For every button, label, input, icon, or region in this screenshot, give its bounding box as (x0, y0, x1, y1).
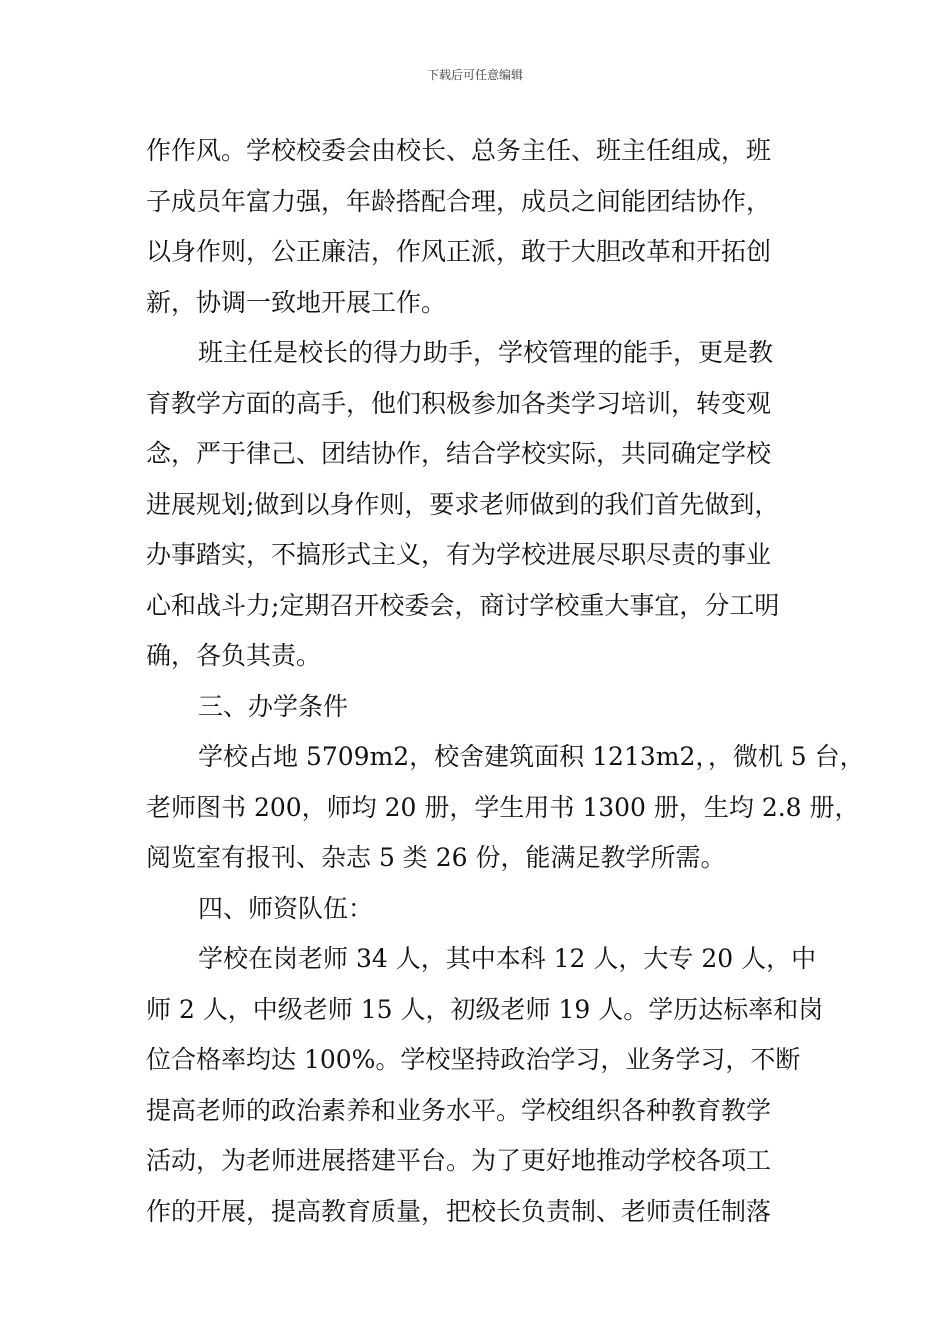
text-line: 老师图书 200，师均 20 册，学生用书 1300 册，生均 2.8 册， (146, 792, 860, 822)
text-line: 阅览室有报刊、杂志 5 类 26 份，能满足教学所需。 (146, 843, 726, 872)
text-line: 新，协调一致地开展工作。 (146, 287, 447, 317)
text-line: 位合格率均达 100%。学校坚持政治学习，业务学习，不断 (146, 1045, 801, 1074)
section-heading: 三、办学条件 (198, 691, 349, 721)
text-line: 子成员年富力强，年龄搭配合理，成员之间能团结协作， (146, 186, 772, 216)
page-header: 下载后可任意编辑 (426, 68, 523, 82)
text-line: 以身作则，公正廉洁，作风正派，敢于大胆改革和开拓创 (146, 237, 772, 266)
paragraph-first-line: 班主任是校长的得力助手，学校管理的能手，更是教 (198, 338, 774, 367)
text-line: 办事踏实，不搞形式主义，有为学校进展尽职尽责的事业 (146, 540, 772, 569)
text-line: 心和战斗力;定期召开校委会，商讨学校重大事宜，分工明 (146, 590, 780, 620)
text-line: 进展规划;做到以身作则，要求老师做到的我们首先做到， (146, 489, 780, 519)
section-heading: 四、师资队伍： (198, 893, 374, 923)
document-body (146, 126, 865, 1237)
text-line: 师 2 人，中级老师 15 人，初级老师 19 人。学历达标率和岗 (146, 994, 824, 1024)
text-line: 作作风。学校校委会由校长、总务主任、班主任组成，班 (146, 136, 772, 165)
text-line: 念，严于律己、团结协作，结合学校实际，共同确定学校 (146, 439, 772, 468)
text-line: 作的开展，提高教育质量，把校长负责制、老师责任制落 (146, 1196, 772, 1226)
text-line: 育教学方面的高手，他们积极参加各类学习培训，转变观 (146, 388, 772, 418)
paragraph-first-line: 学校占地 5709m2，校舍建筑面积 1213m2，，微机 5 台， (198, 742, 865, 771)
text-line: 提高老师的政治素养和业务水平。学校组织各种教育教学 (146, 1095, 772, 1125)
text-line: 活动，为老师进展搭建平台。为了更好地推动学校各项工 (146, 1146, 772, 1175)
text-line: 确，各负其责。 (146, 641, 322, 670)
paragraph-first-line: 学校在岗老师 34 人，其中本科 12 人，大专 20 人，中 (198, 944, 817, 973)
